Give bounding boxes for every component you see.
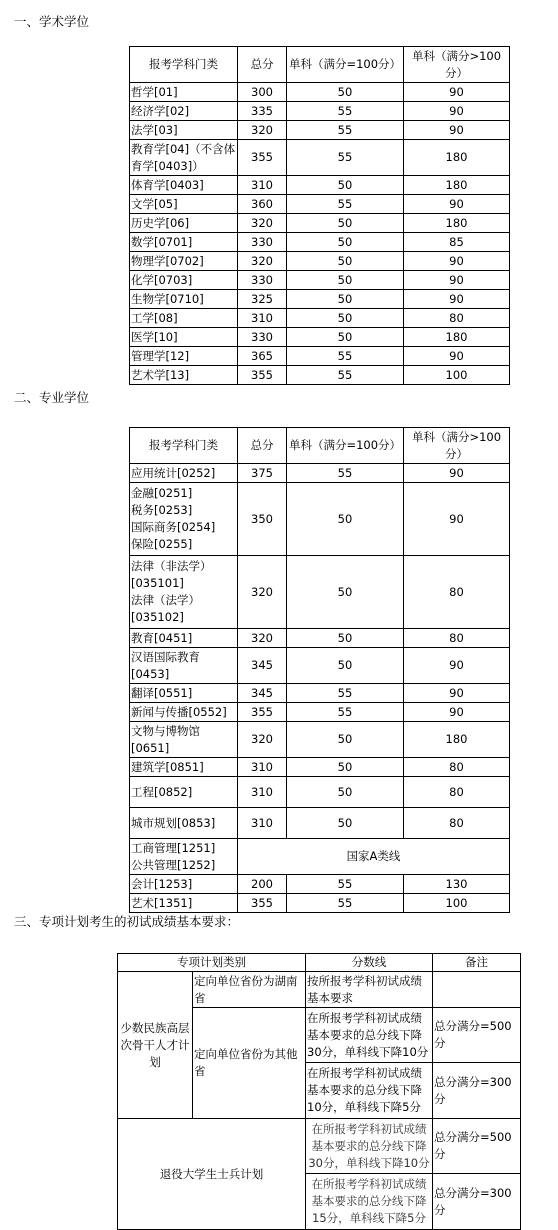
t1-row	[130, 233, 510, 252]
t1-discipline-cell: 经济学[02]	[130, 102, 238, 121]
t1-single-100-cell: 50	[287, 271, 404, 290]
other-score-line-300: 在所报考学科初试成绩基本要求的总分线下降10分，单科线下降5分	[306, 1063, 433, 1119]
t2-single-over-100-cell: 80	[404, 758, 510, 777]
t2-total-cell: 355	[238, 703, 287, 722]
t2-row	[130, 684, 510, 703]
t1-row	[130, 140, 510, 176]
t1-single-100-cell: 55	[287, 121, 404, 140]
discipline-line: 保险[0255]	[131, 537, 193, 551]
t1-discipline-cell: 物理学[0702]	[130, 252, 238, 271]
t2-single-over-100-cell: 90	[404, 703, 510, 722]
other-remark-500: 总分满分=500分	[433, 1008, 521, 1063]
t2-discipline-cell: 翻译[0551]	[130, 684, 238, 703]
t2-total-cell: 345	[238, 684, 287, 703]
t2-row	[130, 703, 510, 722]
t2-row	[130, 722, 510, 758]
t1-row	[130, 290, 510, 309]
t1-discipline-cell: 文学[05]	[130, 195, 238, 214]
other-score-line-500: 在所报考学科初试成绩基本要求的总分线下降30分，单科线下降10分	[306, 1008, 433, 1063]
header-remark: 备注	[433, 954, 521, 972]
t1-row	[130, 252, 510, 271]
t1-header-row	[130, 47, 510, 83]
t1-row	[130, 366, 510, 385]
t2-single-over-100-cell: 90	[404, 483, 510, 556]
t2-total-cell: 320	[238, 556, 287, 629]
veteran-remark-500: 总分满分=500分	[433, 1119, 521, 1174]
discipline-line: 公共管理[1252]	[131, 857, 216, 872]
header-plan-type: 专项计划类别	[118, 954, 306, 972]
t1-single-over-100-cell: 90	[404, 271, 510, 290]
t1-discipline-cell: 工学[08]	[130, 309, 238, 328]
header-score-line: 分数线	[306, 954, 433, 972]
t2-single-100-cell: 55	[287, 464, 404, 483]
t1-single-100-cell: 55	[287, 102, 404, 121]
t1-single-over-100-cell: 180	[404, 328, 510, 347]
t1-single-over-100-cell: 100	[404, 366, 510, 385]
t1-single-over-100-cell: 180	[404, 140, 510, 176]
veteran-score-line-300: 在所报考学科初试成绩基本要求的总分线下降15分，单科线下降5分	[306, 1174, 433, 1230]
t1-row	[130, 195, 510, 214]
t1-single-100-cell: 50	[287, 252, 404, 271]
t2-row	[130, 808, 510, 839]
discipline-line: 金融[0251]	[131, 486, 193, 500]
t1-single-over-100-cell: 90	[404, 347, 510, 366]
t2-single-over-100-cell: 90	[404, 684, 510, 703]
t2-total-cell: 200	[238, 875, 287, 894]
hunan-province-label: 定向单位省份为湖南省	[193, 972, 306, 1008]
t1-single-over-100-cell: 85	[404, 233, 510, 252]
t1-single-100-cell: 55	[287, 366, 404, 385]
t1-single-over-100-cell: 90	[404, 252, 510, 271]
t2-single-100-cell: 50	[287, 556, 404, 629]
t1-discipline-cell: 医学[10]	[130, 328, 238, 347]
t1-row	[130, 176, 510, 195]
t1-total-cell: 355	[238, 140, 287, 176]
t1-discipline-cell: 管理学[12]	[130, 347, 238, 366]
t1-single-100-cell: 50	[287, 309, 404, 328]
t2-total-cell: 375	[238, 464, 287, 483]
t1-discipline-cell: 哲学[01]	[130, 83, 238, 102]
t1-total-cell: 300	[238, 83, 287, 102]
t2-discipline-cell: 工程[0852]	[130, 777, 238, 808]
special-plan-table	[117, 953, 521, 1230]
t2-discipline-cell: 文物与博物馆[0651]	[130, 722, 238, 758]
t1-single-100-cell: 50	[287, 328, 404, 347]
section3-heading: 三、专项计划考生的初试成绩基本要求：	[14, 914, 240, 929]
t1-discipline-cell: 历史学[06]	[130, 214, 238, 233]
t2-single-100-cell: 50	[287, 648, 404, 684]
t1-single-over-100-cell: 180	[404, 214, 510, 233]
t1-discipline-cell: 数学[0701]	[130, 233, 238, 252]
t1-total-cell: 365	[238, 347, 287, 366]
t1-row	[130, 83, 510, 102]
t1-single-over-100-cell: 90	[404, 102, 510, 121]
t2-single-100-cell: 55	[287, 875, 404, 894]
t2-row	[130, 556, 510, 629]
t1-single-100-cell: 50	[287, 176, 404, 195]
t2-single-over-100-cell: 90	[404, 648, 510, 684]
t1-discipline-cell: 法学[03]	[130, 121, 238, 140]
professional-degree-table	[129, 427, 510, 913]
t2-total-cell: 310	[238, 808, 287, 839]
t2-single-100-cell: 50	[287, 483, 404, 556]
t1-discipline-cell: 生物学[0710]	[130, 290, 238, 309]
t2-row	[130, 777, 510, 808]
t2-discipline-cell: 教育[0451]	[130, 629, 238, 648]
discipline-line: 法律（法学）[035102]	[131, 593, 200, 624]
t2-discipline-cell: 会计[1253]	[130, 875, 238, 894]
hunan-remark	[433, 972, 521, 1008]
t1-total-cell: 335	[238, 102, 287, 121]
discipline-line: 法律（非法学）[035101]	[131, 559, 212, 590]
minority-plan-label: 少数民族高层次骨干人才计划	[118, 972, 193, 1119]
t2-total-cell: 350	[238, 483, 287, 556]
t1-header-total: 总分	[238, 47, 287, 83]
t2-row	[130, 464, 510, 483]
t2-row	[130, 629, 510, 648]
academic-degree-table	[129, 46, 510, 385]
section1-heading: 一、学术学位	[14, 14, 90, 29]
t2-total-cell: 345	[238, 648, 287, 684]
t2-row	[130, 894, 510, 913]
t2-single-100-cell: 50	[287, 758, 404, 777]
discipline-line: 税务[0253]	[131, 503, 193, 517]
t1-single-100-cell: 50	[287, 233, 404, 252]
t1-single-100-cell: 55	[287, 195, 404, 214]
other-province-label: 定向单位省份为其他省	[193, 1008, 306, 1119]
t2-row	[130, 483, 510, 556]
t2-single-100-cell: 55	[287, 894, 404, 913]
t2-single-over-100-cell: 130	[404, 875, 510, 894]
t2-single-over-100-cell: 180	[404, 722, 510, 758]
t2-single-over-100-cell: 100	[404, 894, 510, 913]
t2-single-over-100-cell: 80	[404, 556, 510, 629]
t2-total-cell: 310	[238, 758, 287, 777]
t1-total-cell: 325	[238, 290, 287, 309]
t2-single-100-cell: 50	[287, 629, 404, 648]
t1-total-cell: 330	[238, 233, 287, 252]
t1-single-100-cell: 55	[287, 140, 404, 176]
t1-total-cell: 310	[238, 176, 287, 195]
t2-discipline-cell: 汉语国际教育[0453]	[130, 648, 238, 684]
t1-single-100-cell: 50	[287, 290, 404, 309]
t2-single-100-cell: 55	[287, 684, 404, 703]
t1-discipline-cell: 化学[0703]	[130, 271, 238, 290]
t2-row	[130, 839, 510, 875]
t2-header-total: 总分	[238, 428, 287, 464]
t2-total-cell: 310	[238, 777, 287, 808]
t1-total-cell: 320	[238, 214, 287, 233]
t2-row	[130, 648, 510, 684]
t2-header-discipline: 报考学科门类	[130, 428, 238, 464]
t1-total-cell: 330	[238, 328, 287, 347]
t1-single-over-100-cell: 90	[404, 121, 510, 140]
t2-discipline-cell: 城市规划[0853]	[130, 808, 238, 839]
t2-header-single-over-100: 单科（满分>100分）	[404, 428, 510, 464]
section2-heading: 二、专业学位	[14, 390, 90, 405]
t1-row	[130, 328, 510, 347]
veteran-plan-label: 退役大学生士兵计划	[118, 1119, 306, 1230]
t1-total-cell: 355	[238, 366, 287, 385]
other-remark-300: 总分满分=300分	[433, 1063, 521, 1119]
t2-total-cell: 320	[238, 722, 287, 758]
t1-row	[130, 214, 510, 233]
t1-discipline-cell: 艺术学[13]	[130, 366, 238, 385]
t2-header-single-100: 单科（满分=100分）	[287, 428, 404, 464]
t2-single-100-cell: 50	[287, 777, 404, 808]
t1-total-cell: 320	[238, 252, 287, 271]
t2-merged-cell: 国家A类线	[238, 839, 510, 875]
t2-single-100-cell: 55	[287, 703, 404, 722]
t1-row	[130, 271, 510, 290]
t2-single-over-100-cell: 90	[404, 464, 510, 483]
t2-single-100-cell: 50	[287, 808, 404, 839]
t1-total-cell: 310	[238, 309, 287, 328]
t2-single-over-100-cell: 80	[404, 808, 510, 839]
t1-single-over-100-cell: 180	[404, 176, 510, 195]
t1-single-over-100-cell: 90	[404, 290, 510, 309]
t1-row	[130, 121, 510, 140]
t2-total-cell: 320	[238, 629, 287, 648]
t2-single-over-100-cell: 80	[404, 629, 510, 648]
t2-header-row	[130, 428, 510, 464]
veteran-score-line-500: 在所报考学科初试成绩基本要求的总分线下降30分，单科线下降10分	[306, 1119, 433, 1174]
t2-row	[130, 875, 510, 894]
t1-single-over-100-cell: 90	[404, 83, 510, 102]
t2-single-over-100-cell: 80	[404, 777, 510, 808]
t2-row	[130, 758, 510, 777]
t1-discipline-cell: 体育学[0403]	[130, 176, 238, 195]
t2-total-cell: 355	[238, 894, 287, 913]
veteran-remark-300: 总分满分=300分	[433, 1174, 521, 1230]
t1-single-100-cell: 55	[287, 347, 404, 366]
t2-discipline-cell: 应用统计[0252]	[130, 464, 238, 483]
t1-single-100-cell: 50	[287, 83, 404, 102]
t1-total-cell: 330	[238, 271, 287, 290]
t1-header-discipline: 报考学科门类	[130, 47, 238, 83]
t1-total-cell: 320	[238, 121, 287, 140]
t2-discipline-cell: 新闻与传播[0552]	[130, 703, 238, 722]
t1-single-100-cell: 50	[287, 214, 404, 233]
t1-discipline-cell: 教育学[04]（不含体育学[0403]）	[130, 140, 238, 176]
t2-single-100-cell: 50	[287, 722, 404, 758]
discipline-line: 工商管理[1251]	[131, 840, 216, 855]
discipline-line: 国际商务[0254]	[131, 520, 216, 534]
t2-discipline-cell: 建筑学[0851]	[130, 758, 238, 777]
t2-discipline-cell	[130, 556, 238, 629]
t1-header-single-100: 单科（满分=100分）	[287, 47, 404, 83]
t1-single-over-100-cell: 90	[404, 195, 510, 214]
t2-discipline-cell	[130, 483, 238, 556]
hunan-score-line: 按所报考学科初试成绩基本要求	[306, 972, 433, 1008]
t2-discipline-cell	[130, 839, 238, 875]
t1-total-cell: 360	[238, 195, 287, 214]
t2-discipline-cell: 艺术[1351]	[130, 894, 238, 913]
t1-row	[130, 309, 510, 328]
t1-single-over-100-cell: 80	[404, 309, 510, 328]
t1-header-single-over-100: 单科（满分>100分）	[404, 47, 510, 83]
t1-row	[130, 102, 510, 121]
t1-row	[130, 347, 510, 366]
